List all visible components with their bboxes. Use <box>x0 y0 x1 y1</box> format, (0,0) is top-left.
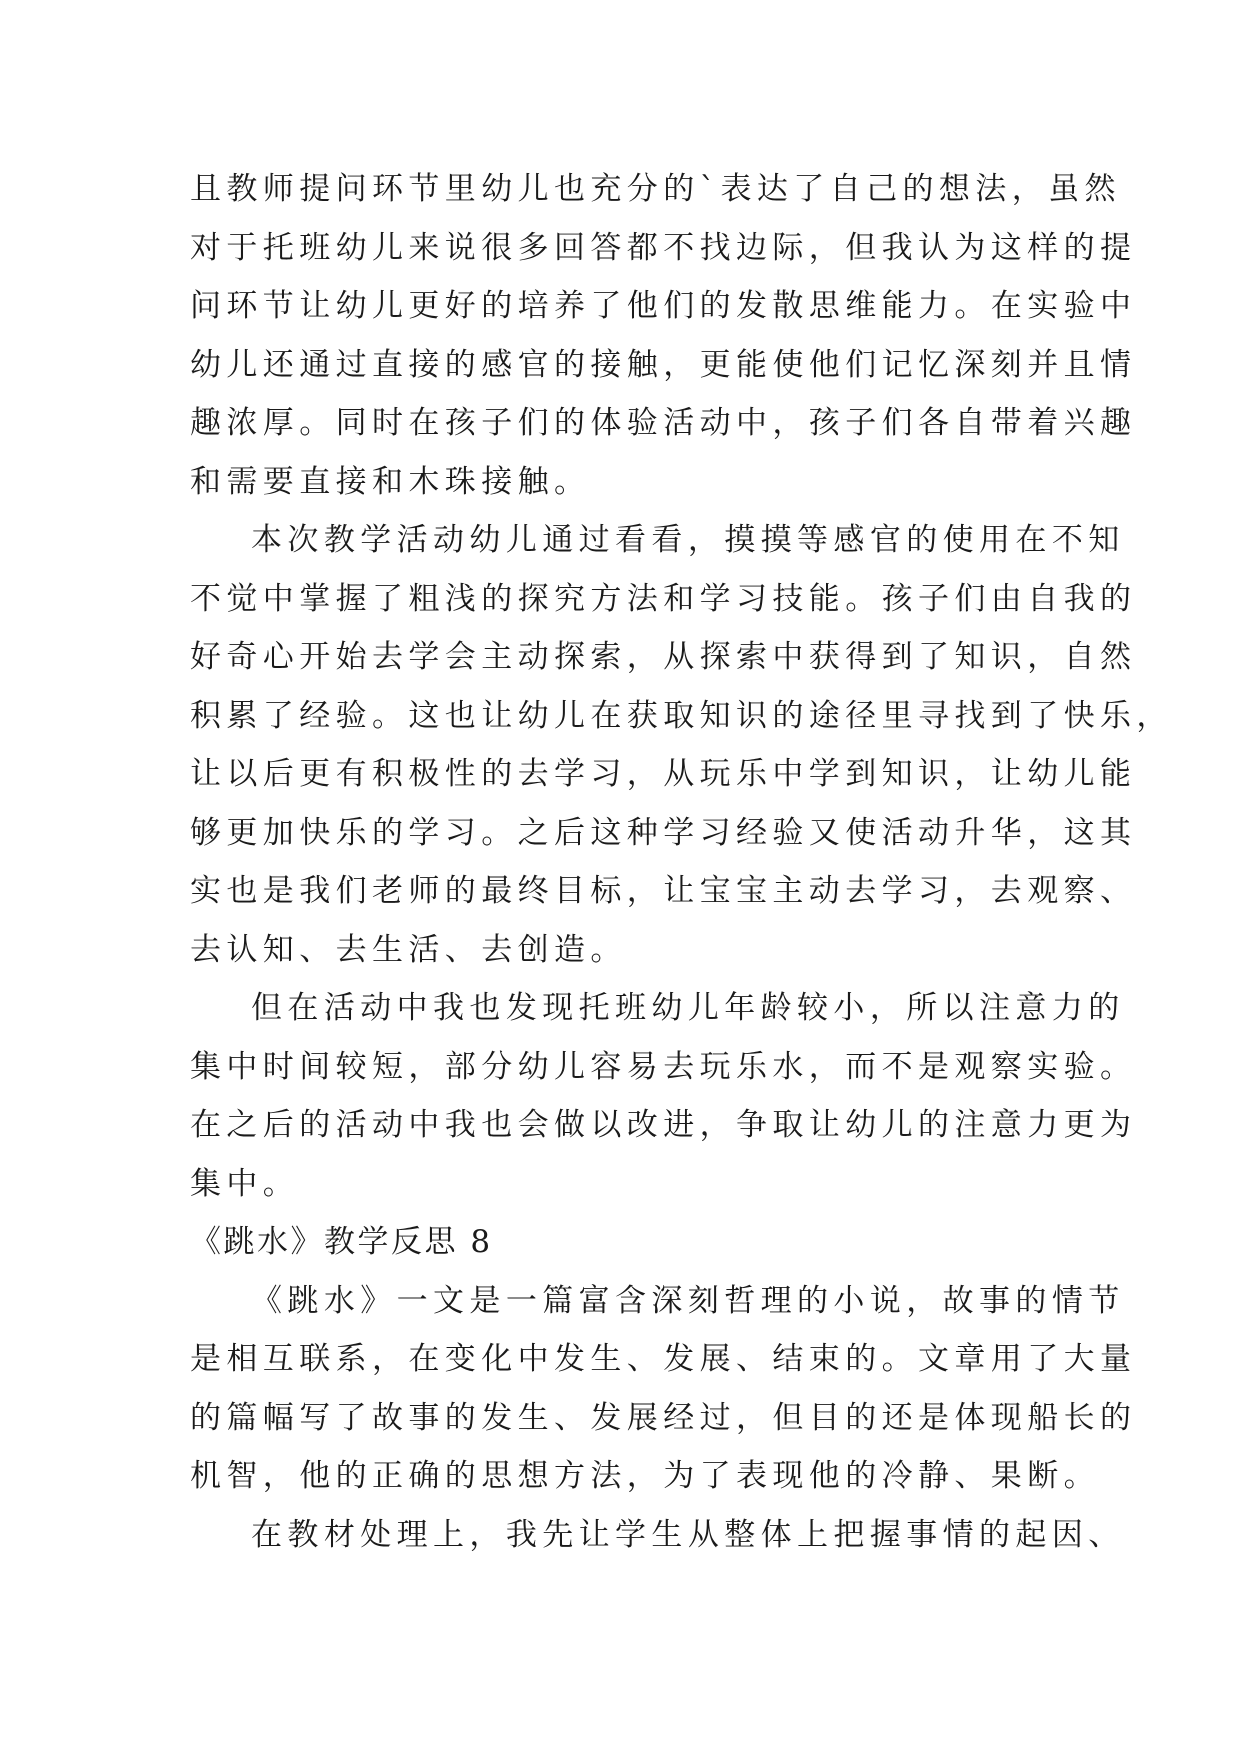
text-line: 集中时间较短，部分幼儿容易去玩乐水，而不是观察实验。 <box>190 1048 1137 1085</box>
text-line: 趣浓厚。同时在孩子们的体验活动中，孩子们各自带着兴趣 <box>190 405 1137 441</box>
text-line: 好奇心开始去学会主动探索，从探索中获得到了知识，自然 <box>190 639 1137 675</box>
text-line: 积累了经验。这也让幼儿在获取知识的途径里寻找到了快乐， <box>190 697 1173 734</box>
text-line: 是相互联系，在变化中发生、发展、结束的。文章用了大量 <box>190 1341 1137 1377</box>
text-line: 去认知、去生活、去创造。 <box>190 931 627 968</box>
text-line: 《跳水》一文是一篇富含深刻哲理的小说，故事的情节 <box>190 1282 1125 1319</box>
text-line: 实也是我们老师的最终目标，让宝宝主动去学习，去观察、 <box>190 873 1137 909</box>
text-line: 机智，他的正确的思想方法，为了表现他的冷静、果断。 <box>190 1458 1100 1494</box>
text-line: 但在活动中我也发现托班幼儿年龄较小，所以注意力的 <box>190 990 1125 1026</box>
text-line: 够更加快乐的学习。之后这种学习经验又使活动升华，这其 <box>190 814 1137 851</box>
text-line: 集中。 <box>190 1165 300 1202</box>
text-line: 本次教学活动幼儿通过看看，摸摸等感官的使用在不知 <box>190 522 1125 558</box>
body-text <box>190 160 1173 1564</box>
text-line: 不觉中掌握了粗浅的探究方法和学习技能。孩子们由自我的 <box>190 580 1137 617</box>
text-line: 幼儿还通过直接的感官的接触，更能使他们记忆深刻并且情 <box>190 346 1137 383</box>
text-line: 且教师提问环节里幼儿也充分的`表达了自己的想法，虽然 <box>190 171 1121 207</box>
text-line: 在教材处理上，我先让学生从整体上把握事情的起因、 <box>190 1516 1125 1553</box>
section-heading: 《跳水》教学反思 8 <box>190 1224 493 1260</box>
text-line: 让以后更有积极性的去学习，从玩乐中学到知识，让幼儿能 <box>190 756 1137 792</box>
text-line: 和需要直接和木珠接触。 <box>190 463 591 500</box>
text-line: 的篇幅写了故事的发生、发展经过，但目的还是体现船长的 <box>190 1399 1137 1436</box>
text-line: 对于托班幼儿来说很多回答都不找边际，但我认为这样的提 <box>190 229 1137 266</box>
text-line: 在之后的活动中我也会做以改进，争取让幼儿的注意力更为 <box>190 1107 1137 1143</box>
text-line: 问环节让幼儿更好的培养了他们的发散思维能力。在实验中 <box>190 288 1137 324</box>
